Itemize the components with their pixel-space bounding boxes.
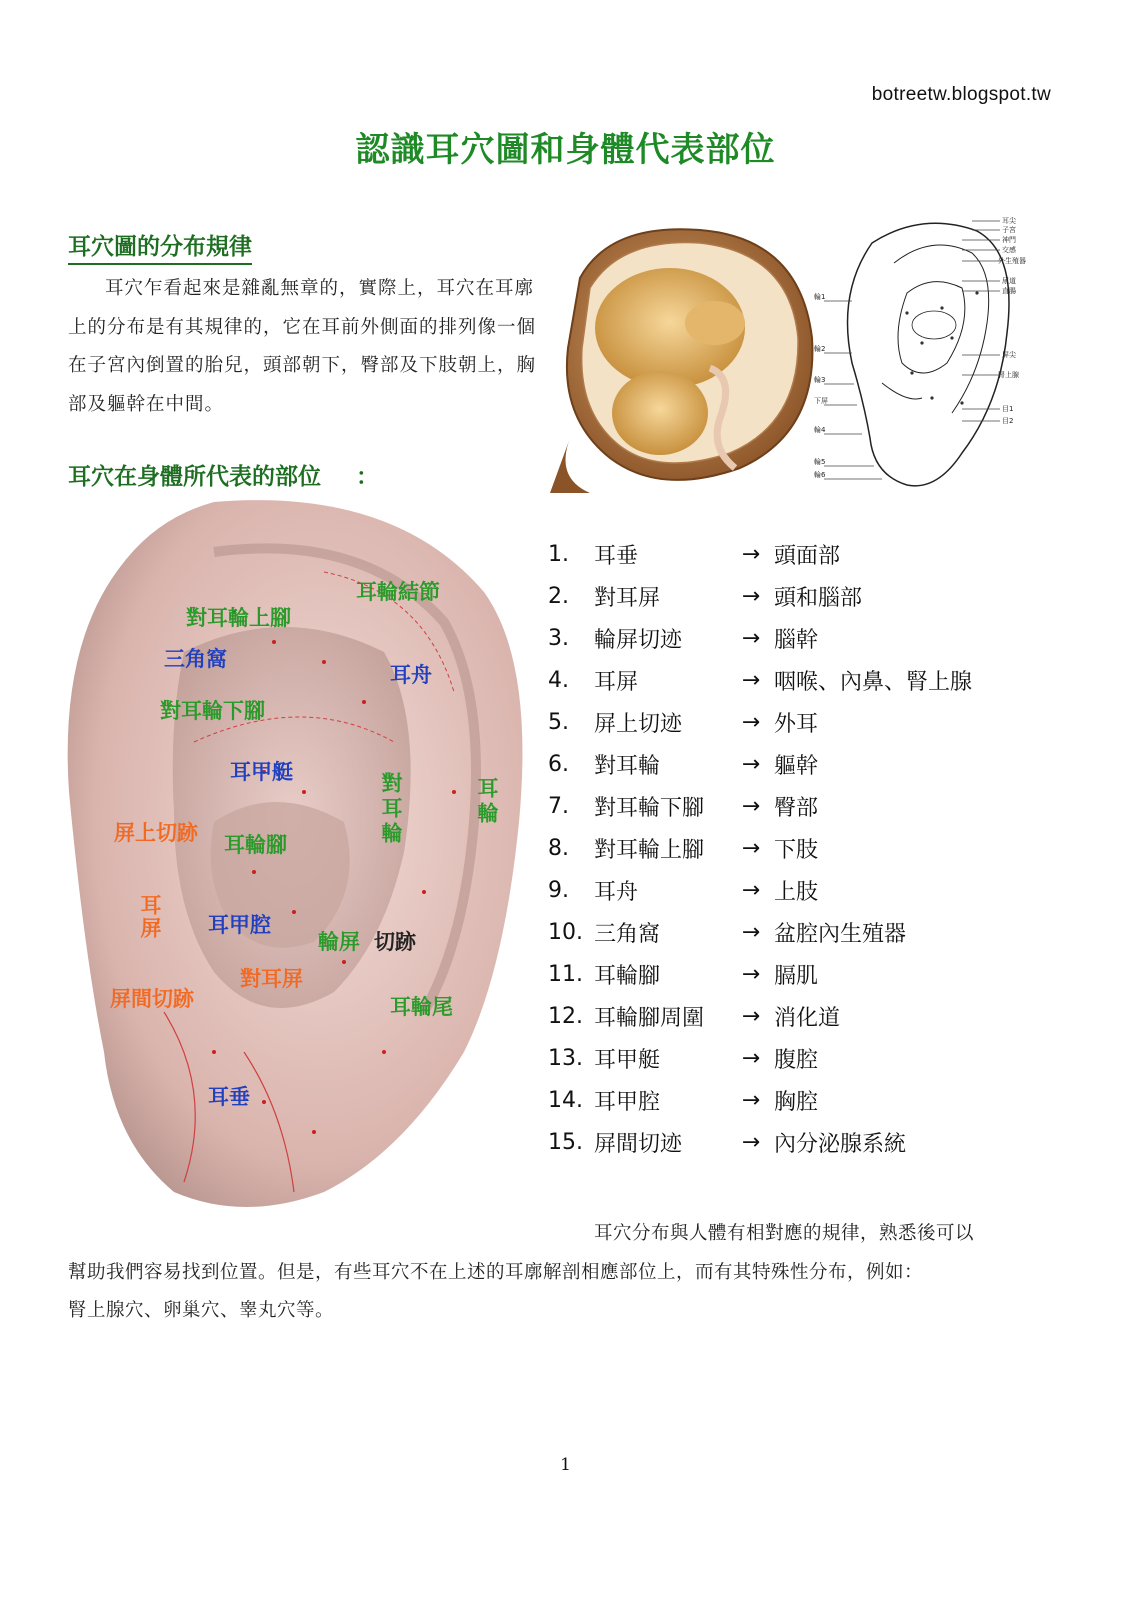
page-number: 1 [560,1455,571,1475]
site-url: botreetw.blogspot.tw [871,84,1051,105]
diagram-label: 輪5 [814,458,826,466]
mapping-list [548,533,1088,1163]
item-number: 6. [548,751,569,777]
item-term: 對耳輪上腳 [594,837,705,863]
list-item [548,575,1088,617]
diagram-label: 屏尖 [1002,351,1016,359]
list-item [548,701,1088,743]
arrow-icon: → [741,1087,761,1113]
item-number: 5. [548,709,569,735]
item-term: 對耳輪 [594,753,661,779]
arrow-icon: → [741,919,761,945]
arrow-icon: → [741,1129,761,1155]
arrow-icon: → [741,625,761,651]
arrow-icon: → [741,1045,761,1071]
item-number: 12. [548,1003,583,1029]
item-body-part: 胸腔 [774,1089,819,1115]
list-item [548,995,1088,1037]
arrow-icon: → [741,667,761,693]
diagram-label: 下屏 [814,397,828,405]
item-term: 耳甲艇 [594,1047,661,1073]
item-body-part: 消化道 [774,1005,841,1031]
diagram-label: 子宮 [1002,226,1016,234]
ear-label-intertragic-notch: 屏間切跡 [110,987,194,1011]
diagram-label: 交感 [1002,246,1016,254]
ear-label-antihelix: 對耳輪 [379,772,403,847]
section-heading-body-parts: 耳穴在身體所代表的部位 [68,458,321,495]
item-number: 8. [548,835,569,861]
diagram-label: 輪4 [814,426,826,434]
arrow-icon: → [741,793,761,819]
item-term: 對耳輪下腳 [594,795,705,821]
item-body-part: 內分泌腺系統 [774,1131,907,1157]
closing-line-1: 耳穴分布與人體有相對應的規律，熟悉後可以 [594,1223,975,1244]
item-number: 3. [548,625,569,651]
item-body-part: 下肢 [774,837,819,863]
item-term: 耳舟 [594,879,639,905]
list-item [548,1079,1088,1121]
ear-label-helix-crus: 耳輪腳 [224,833,287,857]
item-term: 對耳屏 [594,585,661,611]
diagram-label: 輪2 [814,345,826,353]
item-term: 耳輪腳 [594,963,661,989]
list-item [548,953,1088,995]
list-item [548,659,1088,701]
item-term: 屏上切迹 [594,711,683,737]
diagram-label: 耳尖 [1002,217,1016,225]
section-heading-colon: ： [356,464,379,490]
item-body-part: 膈肌 [774,963,819,989]
closing-line-2: 幫助我們容易找到位置。但是，有些耳穴不在上述的耳廓解剖相應部位上，而有其特殊性分布，例如： [68,1261,924,1283]
list-item [548,1121,1088,1163]
section-heading-distribution: 耳穴圖的分布規律 [68,228,252,265]
item-body-part: 咽喉、內鼻、腎上腺 [774,669,973,695]
ear-photo-labeled [64,492,526,1214]
diagram-label: 直腸 [1002,287,1016,295]
list-item [548,911,1088,953]
section-body-distribution: 耳穴乍看起來是雜亂無章的，實際上，耳穴在耳廓上的分布是有其規律的，它在耳前外側面的排列像一個在子宮內倒置的胎兒，頭部朝下，臀部及下肢朝上，胸部及軀幹在中間。 [68,278,537,415]
ear-label-triangular-fossa: 三角窩 [164,647,227,671]
item-number: 2. [548,583,569,609]
item-number: 13. [548,1045,583,1071]
item-term: 三角窩 [594,921,661,947]
item-body-part: 盆腔內生殖器 [774,921,907,947]
item-body-part: 軀幹 [774,753,819,779]
list-item [548,1037,1088,1079]
arrow-icon: → [741,709,761,735]
ear-label-superior-crus: 對耳輪上腳 [186,606,291,630]
item-body-part: 臀部 [774,795,819,821]
diagram-label: 腎上腺 [998,371,1019,379]
arrow-icon: → [741,541,761,567]
page-title: 認識耳穴圖和身體代表部位 [355,130,776,170]
item-term: 輪屏切迹 [594,627,683,653]
diagram-label: 尿道 [1002,277,1016,285]
list-item [548,617,1088,659]
diagram-label: 外生殖器 [998,257,1026,265]
ear-label-helix-tail: 耳輪尾 [390,995,453,1019]
ear-label-cymba: 耳甲艇 [230,760,293,784]
ear-label-notch-b: 切跡 [374,930,416,954]
diagram-label: 輪1 [814,293,826,301]
ear-label-cavum: 耳甲腔 [208,913,271,937]
item-body-part: 上肢 [774,879,819,905]
ear-label-inferior-crus: 對耳輪下腳 [160,699,265,723]
item-number: 14. [548,1087,583,1113]
ear-label-tragus: 耳屏 [138,894,162,940]
item-term: 耳輪腳周圍 [594,1005,705,1031]
arrow-icon: → [741,1003,761,1029]
ear-label-lobe: 耳垂 [208,1085,250,1109]
arrow-icon: → [741,835,761,861]
item-body-part: 頭和腦部 [774,585,863,611]
ear-label-notch-a: 輪屏 [318,930,360,954]
item-body-part: 腹腔 [774,1047,819,1073]
item-number: 1. [548,541,569,567]
arrow-icon: → [741,877,761,903]
item-number: 11. [548,961,583,987]
diagram-label: 目1 [1002,405,1014,413]
item-number: 7. [548,793,569,819]
list-item [548,827,1088,869]
fetus-uterus-image [550,218,825,493]
ear-label-helix-node: 耳輪結節 [356,580,440,604]
list-item [548,869,1088,911]
item-number: 10. [548,919,583,945]
closing-paragraph [68,1215,1043,1331]
diagram-label: 神門 [1002,236,1016,244]
closing-line-3: 腎上腺穴、卵巢穴、睾丸穴等。 [68,1300,335,1321]
diagram-label: 輪6 [814,471,826,479]
item-term: 耳屏 [594,669,639,695]
item-number: 4. [548,667,569,693]
item-body-part: 外耳 [774,711,819,737]
ear-label-scapha: 耳舟 [390,663,432,687]
list-item [548,785,1088,827]
item-body-part: 頭面部 [774,543,841,569]
item-number: 15. [548,1129,583,1155]
arrow-icon: → [741,961,761,987]
arrow-icon: → [741,751,761,777]
item-number: 9. [548,877,569,903]
item-term: 屏間切迹 [594,1131,683,1157]
diagram-label: 目2 [1002,417,1014,425]
arrow-icon: → [741,583,761,609]
item-body-part: 腦幹 [774,627,819,653]
ear-label-supratragic-notch: 屏上切跡 [114,821,198,845]
ear-point-line-diagram [812,213,1037,493]
list-item [548,533,1088,575]
item-term: 耳垂 [594,543,639,569]
diagram-label: 輪3 [814,376,826,384]
item-term: 耳甲腔 [594,1089,661,1115]
list-item [548,743,1088,785]
ear-label-antitragus: 對耳屏 [240,967,303,991]
ear-label-helix: 耳輪 [475,777,499,827]
